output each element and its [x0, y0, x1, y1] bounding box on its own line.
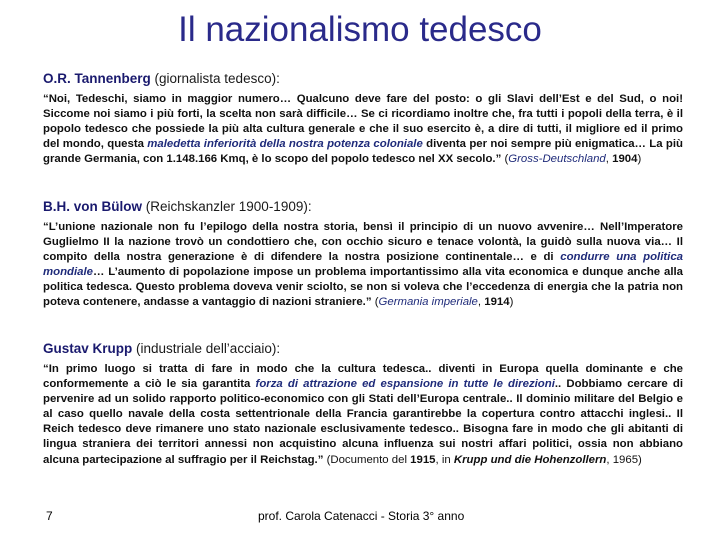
author-name: O.R. Tannenberg [43, 71, 151, 86]
author-line [43, 198, 683, 216]
source-segment: 1915 [410, 453, 436, 466]
quote-segment: “Noi, Tedeschi, siamo in maggior numero… Qualcuno deve fare del posto: o gli Slavi dell’Est e del Sud, o noi! Siccome noi siamo i più forti, la scelta non sarà difficile… Se ci ricordiamo inoltre che, fra tutti i popoli della terra, è il popolo tedesco che possiede la più alta cultura generale e che il suo esercito è, a dire di tutti, il migliore ed il primo del mondo, questa [43, 93, 683, 151]
source-segment: , [605, 153, 613, 166]
quote-source [375, 296, 514, 308]
author-name: B.H. von Bülow [43, 199, 142, 214]
source-segment: , [477, 296, 485, 309]
source-segment: Gross-Deutschland [508, 153, 606, 166]
section-bulow [43, 198, 683, 311]
quote-segment: condurre una politica mondiale [43, 251, 683, 279]
quote-segment: maledetta inferiorità della nostra potenza coloniale [147, 138, 423, 151]
quote-text [43, 92, 683, 167]
quote-segment: diventa per noi sempre più enigmatica… La più grande Germania, con 1.148.166 Kmq, è lo scopo del popolo tedesco nel XX secolo.” [43, 138, 683, 166]
quote-segment: forza di attrazione ed espansione in tutte le direzioni [255, 378, 555, 391]
footer-credit: prof. Carola Catenacci - Storia 3° anno [258, 509, 465, 523]
author-role: (giornalista tedesco): [150, 71, 280, 86]
quote-body [43, 363, 683, 466]
author-line [43, 340, 683, 358]
page-number: 7 [46, 509, 53, 523]
quote-segment: “In primo luogo si tratta di fare in modo che la cultura tedesca.. diventi in Europa quella dominante e che conformemente a ciò le sia garantita [43, 363, 683, 391]
author-role: (industriale dell’acciaio): [132, 341, 281, 356]
source-segment: Germania imperiale [378, 296, 478, 309]
quote-body [43, 221, 683, 308]
quote-source [327, 454, 642, 466]
source-segment: ( [374, 296, 379, 309]
source-segment: Krupp und die Hohenzollern [453, 453, 607, 466]
quote-segment: “L’unione nazionale non fu l’epilogo della nostra storia, bensì il principio di un nuovo avvenire… Nell’Imperatore Guglielmo II la nazione trovò un condottiero che, con occhio sicuro e tenace volontà, la guidò sulla nuova via… Il compito della nostra generazione è di difendere la nostra posizione continentale… e di [43, 221, 683, 264]
quote-segment: .. Dobbiamo cercare di pervenire ad un solido rapporto politico-economico con gli Stati dell’Europa centrale.. Il dominio militare del Belgio e al caso quello navale della costa settentrionale della Francia garantirebbe la copertura contro attacchi inglesi.. Il Reich tedesco deve rimanere uno stato nazionale esclusivamente tedesco.. Bisogna fare in modo che gli abitanti di lingua straniera dei territori annessi non acquistino alcuna influenza sui nostri affari politici, ossia non abbiano alcuna partecipazione al suffragio per il Reichstag.” [43, 378, 683, 466]
source-segment: 1904 [612, 153, 638, 166]
author-name: Gustav Krupp [43, 341, 133, 356]
source-segment: , 1965) [606, 453, 642, 466]
author-line [43, 70, 683, 88]
quote-segment: … L’aumento di popolazione impose un problema importantissimo alla vita economica e dunque anche alla politica tedesca. Questo problema doveva venir sciolto, se non si voleva che l’eccedenza di energia che la patria non poteva contenere, andasse a vantaggio di nazioni straniere.” [43, 266, 683, 309]
source-segment: ) [637, 153, 642, 166]
source-segment: ( [504, 153, 509, 166]
source-segment: (Documento del [326, 453, 411, 466]
section-krupp [43, 340, 683, 468]
quote-text [43, 220, 683, 311]
slide-title: Il nazionalismo tedesco [178, 10, 542, 49]
quote-source [504, 153, 641, 165]
source-segment: 1914 [484, 296, 510, 309]
source-segment: , in [435, 453, 454, 466]
quote-text [43, 362, 683, 468]
section-tannenberg [43, 70, 683, 167]
source-segment: ) [509, 296, 514, 309]
author-role: (Reichskanzler 1900-1909): [142, 199, 312, 214]
